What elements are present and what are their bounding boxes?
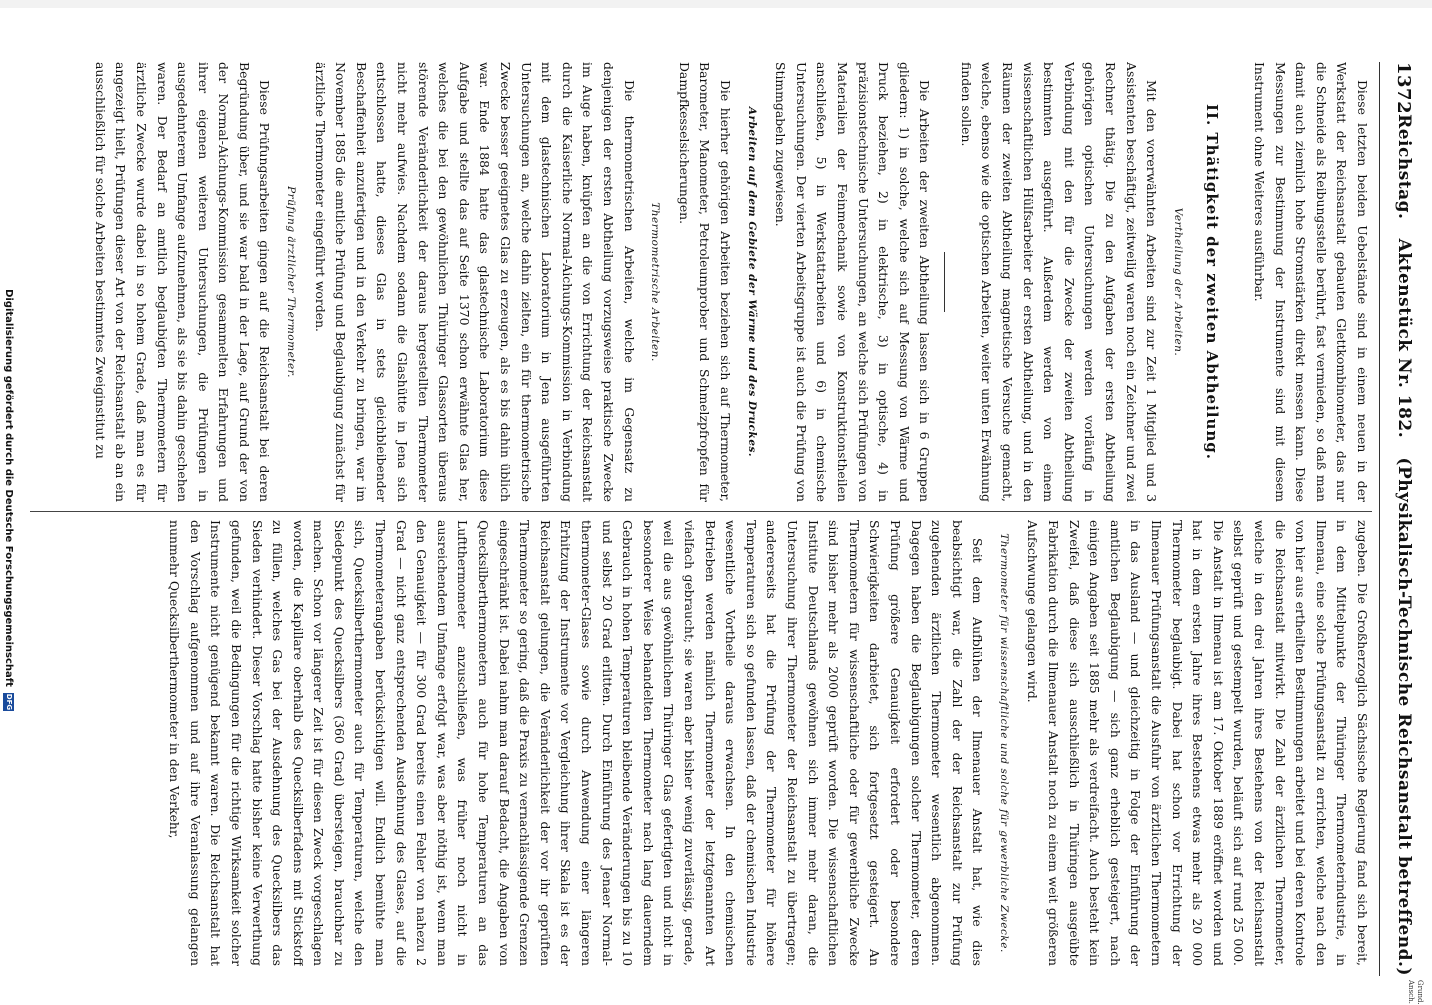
scan-edge xyxy=(0,0,1432,8)
credit-text: Digitalisierung gefördert durch die Deutsche Forschungsgemeinschaft xyxy=(3,289,15,687)
header-topic: (Physikalisch-Technische Reichsanstalt betreffend.) xyxy=(1394,457,1414,976)
intro-paragraph: Diese letzten beiden Uebelstände sind in einem neuen in der Werkstatt der Reichsanstalt gebauten Glettkombinometer, das nur die Schneide als Reibungsstelle berührt, fast vermieden, so daß man damit auch ziemlich hohe Stromstärken direkt messen kann. Diese Messungen zur Bestimmung der Instrumente sind mit diesem Instrument ohne Weiteres ausführbar. xyxy=(1252,62,1370,502)
subhead-distribution: Vertheilung der Arbeiten. xyxy=(1171,207,1184,357)
digitization-credit xyxy=(0,0,18,1000)
subhead-scientific-thermometers: Thermometer für wissenschaftliche und solche für gewerbliche Zwecke. xyxy=(997,533,1010,953)
header-rule xyxy=(1379,62,1380,976)
paragraph: zugeben. Die Großherzoglich Sächsische Regierung fand sich bereit, in dem Mittelpunkte der Thüringer Thermometerindustrie, in Ilmenau, eine solche Prüfungsanstalt zu errichten, welche nach den von hier aus ertheilten Bestimmungen arbeitet und bei deren Kontrole die Reichsanstalt mitwirkt. Die Zahl der ärztlichen Thermometer, welche in den drei Jahren ihres Bestehens von der Reichsanstalt selbst geprüft und gestempelt wurden, beläuft sich auf rund 25 000. Die Anstalt in Ilmenau ist am 17. Oktober 1889 eröffnet worden und hat in dem ersten Jahre ihres Bestehens etwas mehr als 20 000 Thermometer beglaubigt. Dabei hat schon vor Errichtung der Ilmenauer Prüfungsanstalt die Ausfuhr von ärztlichen Thermometern in das Ausland — und gleichzeitig in Folge der Einführung der amtlichen Beglaubigung — sich ganz erheblich gesteigert, nach einigen Angaben seit 1885 mehr als verdreifacht. Auch besteht kein Zweifel, daß diese sich ausschließlich in Thüringen ausgeübte Fabrikation durch die Ilmenauer Anstalt noch zu einem weit größeren Aufschwunge gelangen wird. xyxy=(1025,520,1370,966)
paragraph: Die Arbeiten der zweiten Abtheilung lassen sich in 6 Gruppen gliedern: 1) in solche, welche sich auf Messung von Wärme und Druck beziehen, 2) in elektrische, 3) in optische, 4) in präzisionstechnische Untersuchungen, an welche sich Prüfungen von Materialien der Feinmechanik sowie von Konstruktionstheilen anschließen, 5) in Werkstattarbeiten und 6) in chemische Untersuchungen. Der vierten Arbeitsgruppe ist auch die Prüfung von Stimmgabeln zugewiesen. xyxy=(773,62,933,502)
column-divider xyxy=(30,511,1372,512)
paragraph: Die hierher gehörigen Arbeiten beziehen sich auf Thermometer, Barometer, Manometer, Petroleumprober und Schmelzpfropfen für Dampfkesselsicherungen. xyxy=(676,62,733,502)
paragraph: Seit dem Aufblühen der Ilmenauer Anstalt hat, wie dies beabsichtigt war, die Zahl der der Reichsanstalt zur Prüfung zugehenden ärztlichen Thermometer wesentlich abgenommen. Dagegen haben die Beglaubigungen solcher Thermometer, deren Prüfung größere Genauigkeit erfordert oder besondere Schwierigkeiten darbietet, sich fortgesetzt gesteigert. An Thermometern für wissenschaftliche oder für gewerbliche Zwecke sind bisher mehr als 2000 geprüft worden. Die wissenschaftlichen Institute Deutschlands gewöhnen sich immer mehr daran, die Untersuchung ihrer Thermometer der Reichsanstalt zu übertragen; andererseits hat die Prüfung der Thermometer für höhere Temperaturen sich so gefunden lassen, daß der chemischen Industrie wesentliche Vortheile daraus erwachsen. In den chemischen Betrieben werden nämlich Thermometer der letztgenannten Art vielfach gebraucht; sie waren aber bisher wenig zuverlässig, gerade, weil die aus gewöhnlichem Thüringer Glas gefertigten und nicht in besonderer Weise behandelten Thermometer nach lang dauerndem Gebrauch in hohen Temperaturen bleibende Veränderungen bis zu 10 und selbst 20 Grad erlitten. Durch Einführung des Jenaer Normal-thermometer-Glases sowie durch Anwendung einer längeren Erhitzung der Instrumente vor Vergleichung ihrer Skala ist es der Reichsanstalt gelungen, die Veränderlichkeit der vor ihr geprüften Thermometer so gering, daß die Praxis zu vernachlässigende Grenzen eingeschränkt ist. Dabei nahm man darauf Bedacht, die Angaben von Quecksilberthermometern auch für hohe Temperaturen an das Luftthermometer anzuschließen, was früher noch nicht in ausreichendem Umfange erfolgt war, was aber nöthig ist, wenn man den Genauigkeit — für 300 Grad bereits einen Fehler von nahezu 2 Grad — nicht ganz entsprechenden Ausdehnung des Glases, auf die Thermometerangaben berücksichtigen will. Endlich bemühte man sich, Quecksilberthermometer auch für Temperaturen, welche den Siedepunkt des Quecksilbers (360 Grad) übersteigen, brauchbar zu machen. Schon vor längerer Zeit ist für diesen Zweck vorgeschlagen worden, die Kapillare oberhalb des Quecksilberfadens mit Stickstoff zu füllen, welches Gas bei der Ausdehnung des Quecksilbers das Sieden verhindert. Dieser Vorschlag hatte bisher keine Verwerthung gefunden, weil die Bedingungen für die richtige Wirksamkeit solcher Instrumente nicht genügend bekannt waren. Die Reichsanstalt hat den Vorschlag aufgenommen und auf ihre Veranlassung gelangen nunmehr Quecksilberthermometer in den Verkehr, xyxy=(167,520,986,966)
subhead-medical-thermometers: Prüfung ärztlicher Thermometer. xyxy=(285,186,298,378)
header-left-label: Reichstag. xyxy=(1394,114,1414,220)
divider xyxy=(944,252,945,312)
paragraph: Diese Prüfungsarbeiten gingen auf die Reichsanstalt bei deren Begründung über, und sie war bald in der Lage, auf Grund der von der Normal-Aichungs-Kommission gesammelten Erfahrungen und ihrer eigenen weiteren Untersuchungen, die Prüfungen in ausgedehnterem Umfange aufzunehmen, als sie bis dahin geschehen waren. Der Bedarf an amtlich beglaubigten Thermometern für ärztliche Zwecke wurde dabei in so hohem Grade, daß man es für angezeigt hielt, Prüfungen dieser Art von der Reichsanstalt ab an ein ausschließlich für solche Arbeiten bestimmtes Zweiginstitut zu xyxy=(92,62,273,502)
paragraph: Die thermometrischen Arbeiten, welche im Gegensatz zu denjenigen der ersten Abtheilung vorzugsweise praktische Zwecke im Auge haben, knüpfen an die von Errichtung der Reichsanstalt durch die Kaiserliche Normal-Aichungs-Kommission in Verbindung mit dem glastechnischen Laboratorium in Jena ausgeführten Untersuchungen an, welche dahin zielten, ein für thermometrische Zwecke besser geeignetes Glas zu erzeugen, als es bis dahin üblich war. Ende 1884 hatte das glastechnische Laboratorium diese Aufgabe und stellte das auf Seite 1370 schon erwähnte Glas her, welches die bei den gewöhnlichen Thüringer Glassorten überaus störende Veränderlichkeit der daraus hergestellten Thermometer nicht mehr aufwies. Nachdem sodann die Glashütte in Jena sich entschlossen hatte, dieses Glas in stets gleichbleibender Beschaffenheit anzufertigen und in den Verkehr zu bringen, war im November 1885 die amtliche Prüfung und Beglaubigung zunächst für ärztliche Thermometer eingeführt worden. xyxy=(312,62,637,502)
header-issue: Aktenstück Nr. 182. xyxy=(1394,238,1414,439)
left-column xyxy=(30,62,1372,502)
subhead-heat-pressure: Arbeiten auf dem Gebiete der Wärme und des Druckes. xyxy=(745,106,758,458)
page-number: 1372 xyxy=(1393,62,1415,115)
subhead-thermometric: Thermometrische Arbeiten. xyxy=(649,202,662,362)
dfg-logo-icon: DFG xyxy=(5,693,14,711)
margin-note: Grund. Ansch. xyxy=(1407,980,1424,1005)
paragraph: Mit den vorerwähnten Arbeiten sind zur Zeit 1 Mitglied und 3 Assistenten beschäftigt, zeitweilig waren noch ein Zeichner und zwei Rechner thätig. Die zu den Aufgaben der ersten Abtheilung gehörigen optischen Untersuchungen werden vorläufig in Verbindung mit den für die Zwecke der zweiten Abtheilung bestimmten ausgeführt. Außerdem werden von einem wissenschaftlichen Hülfsarbeiter der ersten Abtheilung, und in den Räumen der zweiten Abtheilung magnetische Versuche gemacht, welche, ebenso wie die optischen Arbeiten, weiter unten Erwähnung finden sollen. xyxy=(958,62,1160,502)
section-heading: II. Thätigkeit der zweiten Abtheilung. xyxy=(1203,103,1222,461)
page-header xyxy=(1384,62,1424,976)
right-column xyxy=(30,520,1372,966)
